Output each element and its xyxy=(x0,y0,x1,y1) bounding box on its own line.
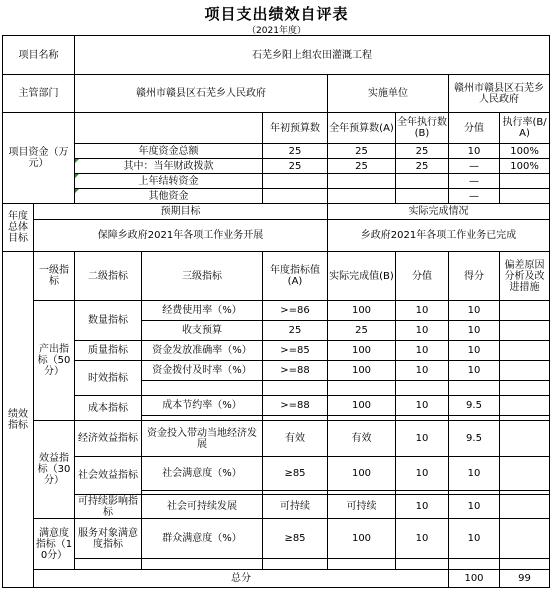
perf-header: 分值 xyxy=(396,252,449,301)
indicator-actual: 100 xyxy=(328,396,396,416)
indicator-reason xyxy=(500,519,550,559)
indicator-score: 10 xyxy=(396,341,449,361)
indicator-name: 收支预算 xyxy=(142,321,263,341)
perf-header: 实际完成值(B) xyxy=(328,252,396,301)
goal-actual: 乡政府2021年各项工作业务已完成 xyxy=(328,220,550,252)
indicator-target: 25 xyxy=(263,321,328,341)
indicator-empty xyxy=(75,559,142,570)
indicator-reason xyxy=(500,341,550,361)
funds-header: 年初预算数 xyxy=(263,113,328,144)
indicator-got: 10 xyxy=(449,341,500,361)
level2-cost: 成本指标 xyxy=(75,396,142,421)
indicator-reason xyxy=(500,361,550,381)
level2-quantity: 数量指标 xyxy=(75,301,142,341)
funds-row-name: 其中：当年财政拨款 xyxy=(75,159,263,174)
indicator-got: 10 xyxy=(449,321,500,341)
indicator-score: 10 xyxy=(396,396,449,416)
perf-header: 一级指标 xyxy=(34,252,75,301)
indicator-empty xyxy=(396,559,449,570)
indicator-target: ≥85 xyxy=(263,519,328,559)
indicator-target: >=88 xyxy=(263,396,328,416)
funds-label: 项目资金（万元） xyxy=(3,113,75,204)
indicator-name: 成本节约率（%） xyxy=(142,396,263,416)
indicator-target: 可持续 xyxy=(263,495,328,519)
project-name-value: 石芜乡阳上组农田灌溉工程 xyxy=(75,36,550,75)
level2-economic: 经济效益指标 xyxy=(75,421,142,457)
dept-value: 赣州市赣县区石芜乡人民政府 xyxy=(75,75,328,113)
funds-header: 分值 xyxy=(449,113,500,144)
indicator-name: 群众满意度（%） xyxy=(142,519,263,559)
perf-label: 绩效指标 xyxy=(3,252,34,588)
level1-effect: 效益指标（30分） xyxy=(34,421,75,519)
indicator-target: ≥85 xyxy=(263,457,328,491)
indicator-score: 10 xyxy=(396,361,449,381)
indicator-empty xyxy=(142,559,263,570)
level2-sustain: 可持续影响指标 xyxy=(75,495,142,519)
funds-cell: 10 xyxy=(449,144,500,159)
level2-social: 社会效益指标 xyxy=(75,457,142,495)
funds-header: 全年预算数(A) xyxy=(328,113,396,144)
total-label: 总分 xyxy=(34,570,449,588)
indicator-reason xyxy=(500,495,550,519)
indicator-name: 资金拨付及时率（%） xyxy=(142,361,263,381)
indicator-name: 社会满意度（%） xyxy=(142,457,263,491)
indicator-reason xyxy=(500,421,550,457)
funds-header: 执行率(B/A) xyxy=(500,113,550,144)
page-year: （2021年度） xyxy=(247,26,306,36)
funds-header: 全年执行数(B) xyxy=(396,113,449,144)
indicator-empty xyxy=(328,381,396,396)
level2-time: 时效指标 xyxy=(75,361,142,396)
funds-row-name: 年度资金总额 xyxy=(75,144,263,159)
funds-cell: — xyxy=(449,159,500,174)
indicator-empty xyxy=(449,559,500,570)
goal-actual-label: 实际完成情况 xyxy=(328,204,550,220)
indicator-score: 10 xyxy=(396,421,449,457)
indicator-got: 10 xyxy=(449,519,500,559)
funds-row-name: 上年结转资金 xyxy=(75,174,263,189)
indicator-empty xyxy=(449,381,500,396)
funds-cell: 25 xyxy=(396,144,449,159)
total-got: 99 xyxy=(500,570,550,588)
indicator-actual: 100 xyxy=(328,301,396,321)
funds-cell: 25 xyxy=(328,144,396,159)
indicator-score: 10 xyxy=(396,495,449,519)
indicator-target: >=85 xyxy=(263,341,328,361)
funds-cell xyxy=(328,174,396,189)
dept-label: 主管部门 xyxy=(3,75,75,113)
funds-cell xyxy=(500,189,550,204)
funds-cell: 25 xyxy=(328,159,396,174)
perf-header: 二级指标 xyxy=(75,252,142,301)
indicator-target: >=88 xyxy=(263,361,328,381)
indicator-target: 有效 xyxy=(263,421,328,457)
indicator-empty xyxy=(500,381,550,396)
indicator-empty xyxy=(328,559,396,570)
funds-cell xyxy=(396,189,449,204)
funds-cell: 100% xyxy=(500,144,550,159)
indicator-got: 10 xyxy=(449,495,500,519)
indicator-empty xyxy=(142,381,263,396)
level2-service: 服务对象满意度指标 xyxy=(75,519,142,559)
indicator-empty xyxy=(263,559,328,570)
indicator-reason xyxy=(500,396,550,416)
page-title: 项目支出绩效自评表 xyxy=(204,5,349,23)
indicator-score: 10 xyxy=(396,457,449,491)
indicator-target: >=86 xyxy=(263,301,328,321)
indicator-actual: 100 xyxy=(328,361,396,381)
funds-cell xyxy=(263,189,328,204)
funds-header-blank xyxy=(75,113,263,144)
perf-header: 偏差原因分析及改进措施 xyxy=(500,252,550,301)
indicator-empty xyxy=(396,381,449,396)
indicator-empty xyxy=(263,381,328,396)
indicator-actual: 100 xyxy=(328,457,396,491)
indicator-score: 10 xyxy=(396,321,449,341)
indicator-got: 10 xyxy=(449,457,500,491)
indicator-reason xyxy=(500,457,550,491)
goal-label: 年度总体目标 xyxy=(3,204,34,252)
perf-header: 三级指标 xyxy=(142,252,263,301)
impl-value: 赣州市赣县区石芜乡人民政府 xyxy=(449,75,550,113)
funds-cell: — xyxy=(449,174,500,189)
funds-cell: — xyxy=(449,189,500,204)
indicator-reason xyxy=(500,321,550,341)
level1-output: 产出指标（50分） xyxy=(34,301,75,421)
evaluation-table xyxy=(2,35,550,588)
project-name-label: 项目名称 xyxy=(3,36,75,75)
indicator-actual: 25 xyxy=(328,321,396,341)
funds-cell xyxy=(328,189,396,204)
level1-satisfaction: 满意度指标（10分） xyxy=(34,519,75,570)
indicator-reason xyxy=(500,301,550,321)
indicator-actual: 100 xyxy=(328,519,396,559)
indicator-got: 10 xyxy=(449,301,500,321)
perf-header: 得分 xyxy=(449,252,500,301)
funds-cell xyxy=(263,174,328,189)
indicator-name: 社会可持续发展 xyxy=(142,495,263,519)
funds-cell xyxy=(396,174,449,189)
level2-quality: 质量指标 xyxy=(75,341,142,361)
total-score: 100 xyxy=(449,570,500,588)
indicator-name: 经费使用率（%） xyxy=(142,301,263,321)
goal-planned: 保障乡政府2021年各项工作业务开展 xyxy=(34,220,328,252)
indicator-actual: 有效 xyxy=(328,421,396,457)
funds-cell xyxy=(500,174,550,189)
goal-planned-label: 预期目标 xyxy=(34,204,328,220)
indicator-actual: 可持续 xyxy=(328,495,396,519)
indicator-score: 10 xyxy=(396,519,449,559)
indicator-got: 9.5 xyxy=(449,396,500,416)
impl-label: 实施单位 xyxy=(328,75,449,113)
indicator-score: 10 xyxy=(396,301,449,321)
perf-header: 年度指标值(A) xyxy=(263,252,328,301)
funds-cell: 25 xyxy=(263,159,328,174)
indicator-name: 资金投入带动当地经济发展 xyxy=(142,421,263,457)
funds-row-name: 其他资金 xyxy=(75,189,263,204)
indicator-empty xyxy=(500,559,550,570)
funds-cell: 25 xyxy=(396,159,449,174)
indicator-name: 资金发放准确率（%） xyxy=(142,341,263,361)
indicator-got: 9.5 xyxy=(449,421,500,457)
indicator-actual: 100 xyxy=(328,341,396,361)
funds-cell: 100% xyxy=(500,159,550,174)
indicator-got: 10 xyxy=(449,361,500,381)
funds-cell: 25 xyxy=(263,144,328,159)
